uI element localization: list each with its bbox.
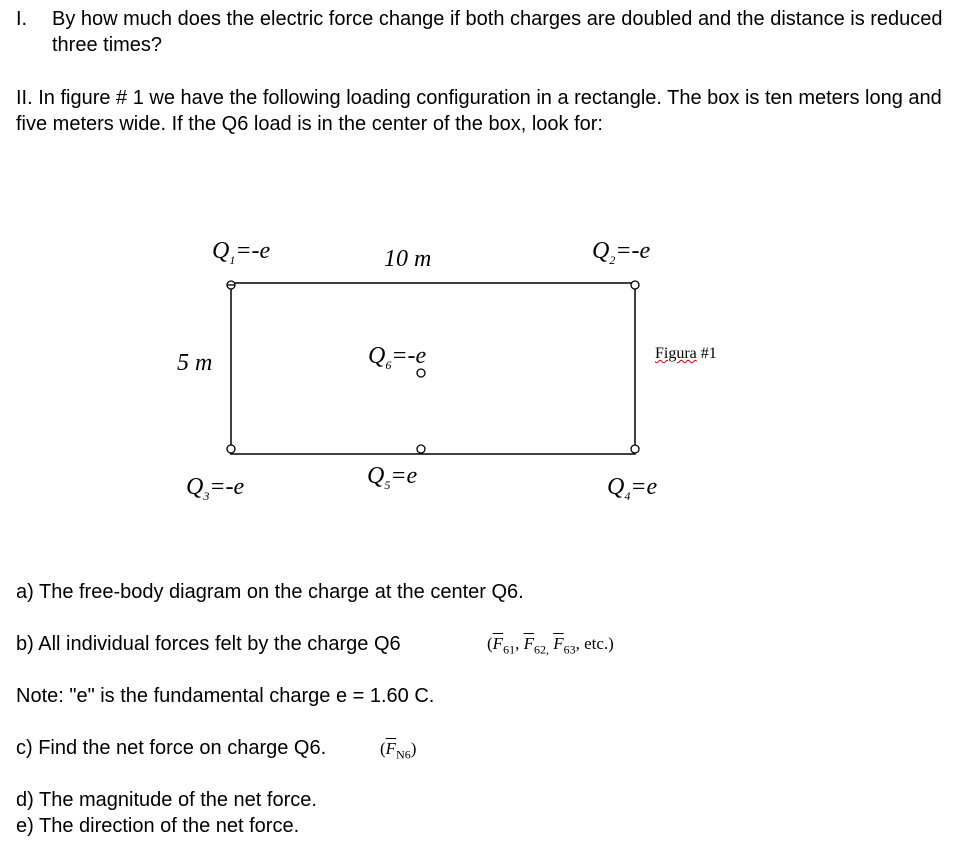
length-label: 10 m <box>384 246 432 272</box>
note-text: Note: "e" is the fundamental charge e = 1.60 C. <box>16 685 435 707</box>
width-label: 5 m <box>177 350 213 376</box>
charge-q4-label: $Q_4=e$ <box>607 474 658 503</box>
figure-label: Figura #1 <box>655 345 717 362</box>
question-1-text: By how much does the electric force change if both charges are doubled and the distance is reduced three times? <box>52 8 943 56</box>
charge-q2-point <box>631 281 639 289</box>
charge-q5-point <box>417 445 425 453</box>
item-a: a) The free-body diagram on the charge at the center Q6. <box>16 581 524 603</box>
charge-q5-label: $Q_5=e$ <box>367 463 418 492</box>
charge-q3-label: $Q_3=-e$ <box>186 474 245 503</box>
item-b: b) All individual forces felt by the charge Q6 <box>16 633 401 655</box>
charge-q3-point <box>227 445 235 453</box>
charge-q6-label: $Q_6=-e$ <box>368 343 427 372</box>
charge-q4-point <box>631 445 639 453</box>
item-c-force: $(\overline{F}_{N6})$ <box>380 739 417 762</box>
box-rectangle <box>231 283 635 454</box>
question-1-number: I. <box>16 8 28 30</box>
charge-q2-label: $Q_2=-e$ <box>592 238 651 267</box>
charge-q1-label: $Q_1=-e$ <box>212 238 271 267</box>
item-d: d) The magnitude of the net force. <box>16 789 317 811</box>
question-2-text: II. In figure # 1 we have the following loading configuration in a rectangle. The box is ten meters long and five meters wide. If the Q6 load is in the center of the box, look for: <box>16 87 942 135</box>
item-b-forces: ($\overline{F}_{61}$, $\overline{F}_{62,}$ $\overline{F}_{63}$, etc.) <box>487 634 614 657</box>
item-e: e) The direction of the net force. <box>16 815 300 837</box>
item-c: c) Find the net force on charge Q6. <box>16 737 327 759</box>
